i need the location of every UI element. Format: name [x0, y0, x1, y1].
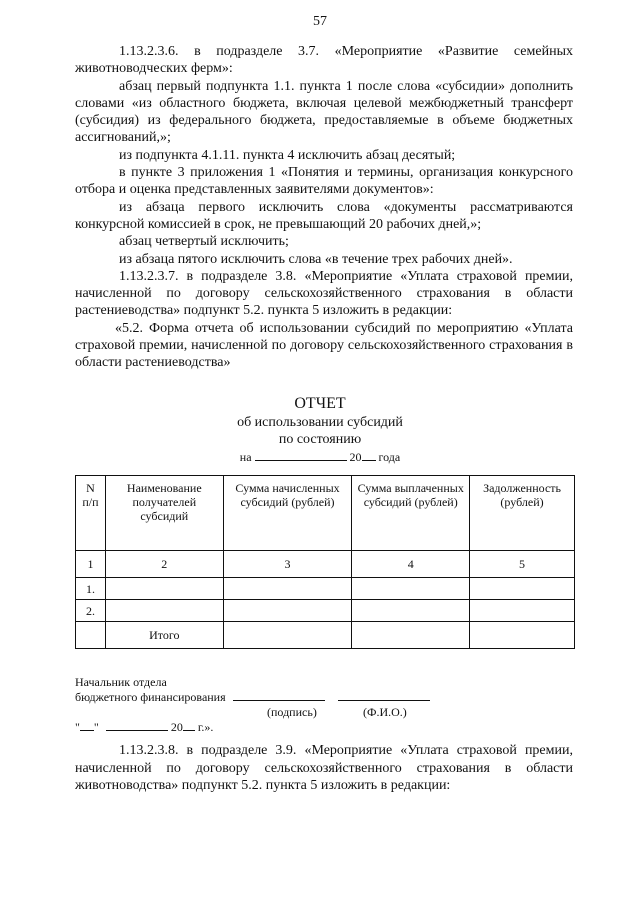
name-blank — [338, 690, 430, 701]
column-number: 2 — [105, 551, 223, 578]
column-number: 4 — [352, 551, 470, 578]
header-cell: N п/п — [76, 476, 106, 551]
signature-blank — [233, 690, 325, 701]
page-number: 57 — [313, 14, 327, 29]
report-subtitle: по состоянию — [278, 432, 362, 447]
year-blank — [183, 720, 195, 731]
table-row — [76, 600, 575, 622]
header-cell: Наименование получателей субсидий — [105, 476, 223, 551]
table-total-row — [76, 622, 575, 649]
table-cell: 2. — [76, 600, 106, 622]
signer-position: Начальник отдела — [75, 675, 167, 689]
paragraph: в пункте 3 приложения 1 «Понятия и термины, организация конкурсного отбора и оценка представленных заявителями документов»: — [75, 165, 573, 198]
table-cell — [352, 600, 470, 622]
table-header-row — [76, 476, 575, 551]
table-cell: 1. — [76, 578, 106, 600]
paragraph: из абзаца первого исключить слова «документы рассматриваются конкурсной комиссией в срок, не превышающий 20 рабочих дней,»; — [75, 199, 573, 232]
month-blank — [106, 720, 168, 731]
report-subtitle: об использовании субсидий — [237, 415, 403, 430]
paragraph: из абзаца пятого исключить слова «в течение трех рабочих дней». — [119, 251, 513, 267]
day-blank — [80, 720, 94, 731]
paragraph: абзац первый подпункта 1.1. пункта 1 после слова «субсидии» дополнить словами «из областного бюджета, включая целевой межбюджетный трансферт (субсидия) из федерального бюджета, предоставляемые в объеме бюджетных ассигнований,»; — [75, 78, 573, 146]
header-cell: Сумма выплаченных субсидий (рублей) — [352, 476, 470, 551]
date-suffix: года — [378, 450, 401, 464]
signature-block — [75, 675, 575, 735]
table-cell — [470, 578, 575, 600]
table-cell — [223, 622, 352, 649]
signer-department-line — [75, 690, 575, 705]
table-cell — [352, 622, 470, 649]
table-cell — [223, 600, 352, 622]
total-label: Итого — [105, 622, 223, 649]
quote-mark: " — [75, 720, 80, 734]
table-cell — [105, 578, 223, 600]
table-cell — [76, 622, 106, 649]
column-number: 5 — [470, 551, 575, 578]
signature-caption: (подпись) — [267, 705, 317, 719]
year-blank — [362, 450, 376, 461]
paragraph: 1.13.2.3.8. в подразделе 3.9. «Мероприятие «Уплата страховой премии, начисленной по договору сельскохозяйственного страхования в области животноводства» подпункт 5.2. пункта 5 изложить в редакции: — [75, 743, 573, 793]
header-cell: Задолженность (рублей) — [470, 476, 575, 551]
paragraph: абзац четвертый исключить; — [119, 234, 289, 250]
document-body — [75, 43, 573, 372]
report-heading — [0, 395, 640, 466]
name-caption: (Ф.И.О.) — [363, 705, 407, 719]
table-cell — [223, 578, 352, 600]
table-cell — [470, 622, 575, 649]
date-year: 20 — [349, 450, 362, 464]
signature-date-line — [75, 720, 575, 735]
signature-captions — [75, 705, 575, 720]
date-prefix: на — [239, 450, 252, 464]
header-cell: Сумма начисленных субсидий (рублей) — [223, 476, 352, 551]
report-date-line — [0, 449, 640, 466]
date-year: 20 — [170, 720, 183, 734]
signer-department: бюджетного финансирования — [75, 690, 226, 704]
report-title: ОТЧЕТ — [294, 395, 346, 412]
paragraph: 1.13.2.3.7. в подразделе 3.8. «Мероприятие «Уплата страховой премии, начисленной по договору сельскохозяйственного страхования в области растениеводства» подпункт 5.2. пункта 5 изложить в редакции: — [75, 268, 573, 319]
table-cell — [352, 578, 470, 600]
date-blank — [255, 450, 347, 461]
paragraph: из подпункта 4.1.11. пункта 4 исключить абзац десятый; — [119, 147, 456, 163]
column-number: 1 — [76, 551, 106, 578]
paragraph: «5.2. Форма отчета об использовании субсидий по мероприятию «Уплата страховой премии, начисленной по договору сельскохозяйственного страхования в области растениеводства» — [75, 320, 573, 371]
paragraph: 1.13.2.3.6. в подразделе 3.7. «Мероприятие «Развитие семейных животноводческих ферм»: — [75, 44, 573, 77]
table-cell — [105, 600, 223, 622]
date-suffix: г.». — [197, 720, 214, 734]
document-body-continued — [75, 742, 573, 795]
report-table — [75, 475, 575, 649]
quote-mark: " — [93, 720, 99, 734]
column-number: 3 — [223, 551, 352, 578]
table-row — [76, 578, 575, 600]
column-number-row — [76, 551, 575, 578]
table-cell — [470, 600, 575, 622]
